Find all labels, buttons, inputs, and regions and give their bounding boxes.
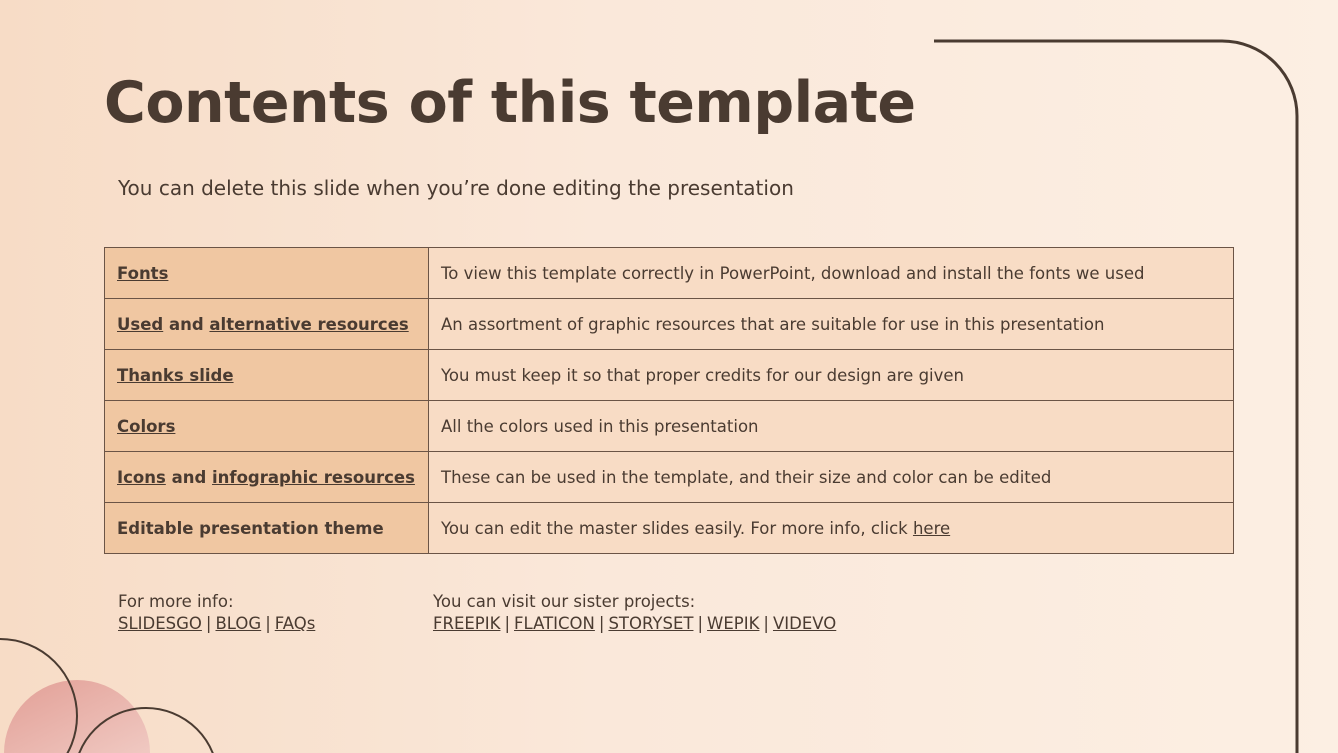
resource-name-cell — [105, 299, 429, 350]
link-separator: | — [265, 614, 271, 633]
resource-description: These can be used in the template, and their size and color can be edited — [441, 467, 1052, 487]
contents-table — [104, 247, 1234, 554]
table-row — [105, 503, 1234, 554]
resource-description: An assortment of graphic resources that are suitable for use in this presentation — [441, 314, 1105, 334]
footer-link-storyset[interactable]: STORYSET — [608, 614, 694, 633]
resource-description: You must keep it so that proper credits for our design are given — [441, 365, 965, 385]
outline-circle-bottom — [74, 708, 218, 753]
link-separator: | — [763, 614, 769, 633]
resource-description-cell — [429, 401, 1234, 452]
outline-circle-left — [0, 639, 77, 753]
resource-name-cell — [105, 401, 429, 452]
footer-link-flaticon[interactable]: FLATICON — [514, 614, 595, 633]
resource-name-text: and — [163, 314, 210, 334]
table-row — [105, 248, 1234, 299]
resource-link[interactable]: Colors — [117, 416, 176, 436]
resource-link[interactable]: alternative resources — [209, 314, 409, 334]
resource-link[interactable]: Fonts — [117, 263, 169, 283]
resource-description: You can edit the master slides easily. For more info, click — [441, 518, 913, 538]
resource-link[interactable]: infographic resources — [212, 467, 415, 487]
footer-link-slidesgo[interactable]: SLIDESGO — [118, 614, 202, 633]
link-separator: | — [504, 614, 511, 633]
resource-link[interactable]: Used — [117, 314, 164, 334]
more-info-block — [118, 591, 315, 635]
resource-description-cell — [429, 350, 1234, 401]
here-link[interactable]: here — [912, 518, 951, 538]
resource-description: All the colors used in this presentation — [441, 416, 759, 436]
resource-description-cell — [429, 248, 1234, 299]
resource-name-cell — [105, 350, 429, 401]
table-row — [105, 299, 1234, 350]
resource-name-cell — [105, 248, 429, 299]
more-info-links — [118, 613, 315, 635]
link-separator: | — [205, 614, 212, 633]
resource-description-cell — [429, 503, 1234, 554]
footer-link-freepik[interactable]: FREEPIK — [433, 614, 501, 633]
footer-link-videvo[interactable]: VIDEVO — [772, 614, 837, 633]
link-separator: | — [697, 614, 704, 633]
resource-name-text: and — [165, 467, 213, 487]
footer-link-wepik[interactable]: WEPIK — [707, 614, 760, 633]
resource-description-cell — [429, 452, 1234, 503]
footer-link-faqs[interactable]: FAQs — [274, 614, 316, 633]
resource-name-text: Editable presentation theme — [117, 518, 384, 538]
table-row — [105, 401, 1234, 452]
table-row — [105, 350, 1234, 401]
sister-projects-links — [433, 613, 836, 635]
resource-name-cell — [105, 503, 429, 554]
footer-link-blog[interactable]: BLOG — [215, 614, 262, 633]
table-row — [105, 452, 1234, 503]
pink-semicircle — [4, 680, 150, 753]
resource-link[interactable]: Thanks slide — [117, 365, 234, 385]
sister-projects-label: You can visit our sister projects: — [433, 592, 696, 611]
resource-link[interactable]: Icons — [117, 467, 166, 487]
slide-subtitle: You can delete this slide when you’re done editing the presentation — [118, 176, 794, 200]
slide-title: Contents of this template — [104, 70, 916, 136]
sister-projects-block — [433, 591, 836, 635]
resource-name-cell — [105, 452, 429, 503]
link-separator: | — [598, 614, 605, 633]
resource-description: To view this template correctly in PowerPoint, download and install the fonts we used — [441, 263, 1145, 283]
more-info-label: For more info: — [118, 592, 234, 611]
resource-description-cell — [429, 299, 1234, 350]
